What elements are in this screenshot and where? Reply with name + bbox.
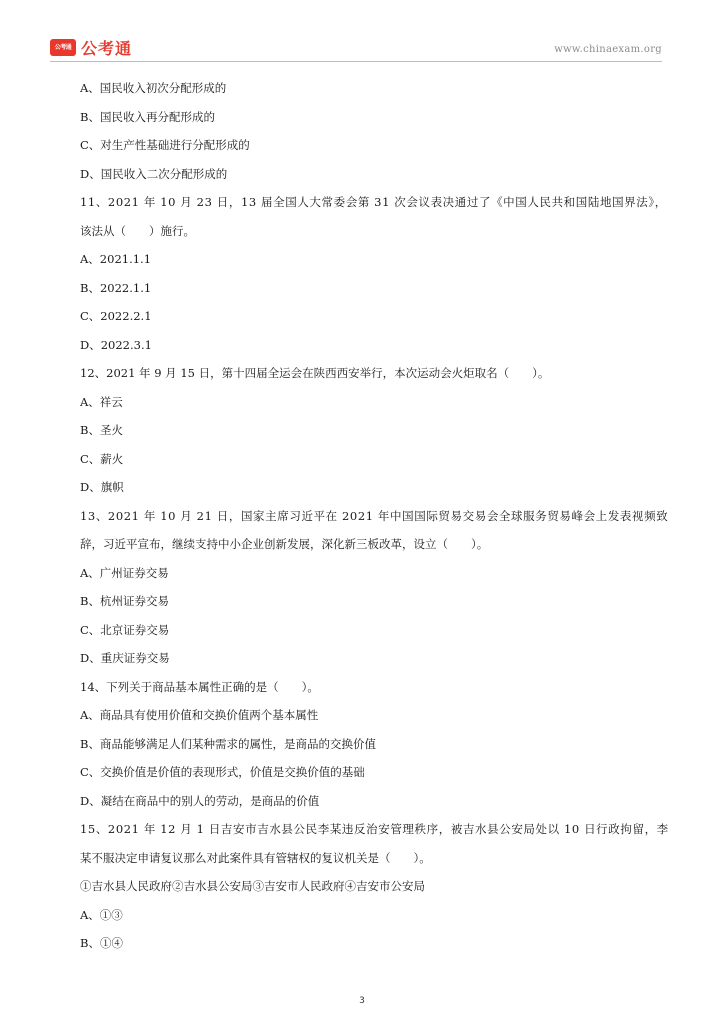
option-line: D、旗帜	[80, 480, 124, 494]
option-line: B、圣火	[80, 423, 123, 437]
question-13-text: 13、2021 年 10 月 21 日，国家主席习近平在 2021 年中国国际贸易交易会全球服务贸易峰会上发表视频致	[80, 508, 669, 523]
option-line: D、重庆证券交易	[80, 651, 170, 665]
option-line: B、杭州证券交易	[80, 594, 169, 608]
option-line: A、祥云	[80, 394, 123, 409]
option-line: B、2022.1.1	[80, 280, 152, 295]
option-line: C、对生产性基础进行分配形成的	[80, 138, 250, 152]
site-url: www.chinaexam.org	[554, 44, 662, 55]
option-line: B、国民收入再分配形成的	[80, 109, 215, 124]
question-12-text: 12、2021 年 9 月 15 日，第十四届全运会在陕西西安举行，本次运动会火炬取名（ ）。	[80, 366, 550, 380]
header-divider	[50, 61, 662, 62]
option-line: C、薪火	[80, 451, 124, 466]
question-11-text: 11、2021 年 10 月 23 日，13 届全国人大常委会第 31 次会议表决通过了《中国人民共和国陆地国界法》，	[80, 195, 667, 209]
option-line: C、2022.2.1	[80, 309, 152, 323]
question-14-text: 14、下列关于商品基本属性正确的是（ ）。	[80, 679, 319, 694]
option-line: B、商品能够满足人们某种需求的属性，是商品的交换价值	[80, 736, 376, 751]
option-line: A、国民收入初次分配形成的	[80, 81, 227, 95]
option-line: A、商品具有使用价值和交换价值两个基本属性	[80, 708, 319, 722]
question-content	[80, 78, 670, 962]
question-11-text-cont: 该法从（ ）施行。	[80, 223, 195, 238]
option-line: A、①③	[80, 907, 123, 922]
option-line: A、广州证券交易	[80, 565, 169, 580]
option-line: C、北京证券交易	[80, 622, 170, 637]
question-15-choices: ①吉水县人民政府②吉水县公安局③吉安市人民政府④吉安市公安局	[80, 879, 425, 893]
question-15-text-cont: 某不服决定申请复议那么对此案件具有管辖权的复议机关是（ ）。	[80, 850, 431, 865]
option-line: D、国民收入二次分配形成的	[80, 166, 228, 181]
option-line: A、2021.1.1	[80, 252, 152, 266]
option-line: B、①④	[80, 936, 123, 950]
question-15-text: 15、2021 年 12 月 1 日吉安市吉水县公民李某违反治安管理秩序，被吉水县公安局处以 10 日行政拘留，李	[80, 822, 669, 836]
option-line: D、2022.3.1	[80, 337, 152, 352]
page-header	[50, 36, 662, 60]
logo-text: 公考通	[81, 38, 133, 58]
logo-badge: 公考通	[50, 39, 76, 56]
option-line: D、凝结在商品中的别人的劳动，是商品的价值	[80, 793, 320, 808]
option-line: C、交换价值是价值的表现形式，价值是交换价值的基础	[80, 765, 365, 779]
logo	[50, 36, 132, 58]
question-13-text-cont: 辞，习近平宣布，继续支持中小企业创新发展，深化新三板改革，设立（ ）。	[80, 537, 489, 551]
page-number: 3	[359, 996, 365, 1006]
